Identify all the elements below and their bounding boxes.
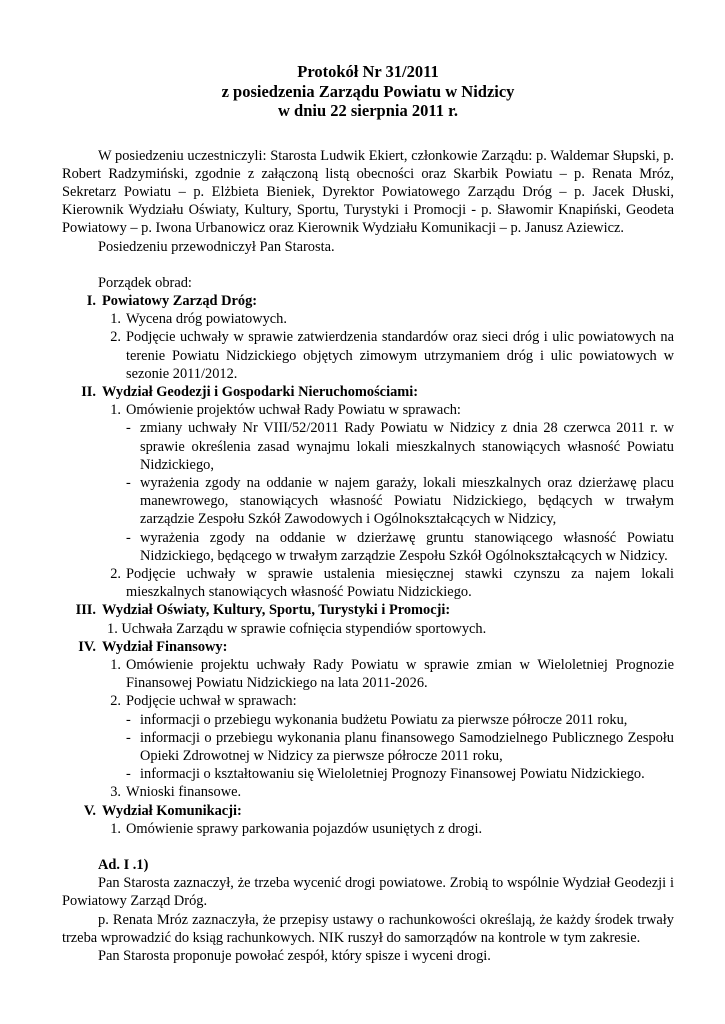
document-page	[62, 62, 674, 965]
agenda-section-4	[62, 638, 674, 656]
agenda-subitem: - informacji o przebiegu wykonania planu finansowego Samodzielnego Publicznego Zespołu Opieki Zdrowotnej w Nidzicy za pierwsze półrocze 2011 roku,	[126, 729, 674, 764]
section-number: IV.	[78, 638, 96, 655]
agenda-subitem: - zmiany uchwały Nr VIII/52/2011 Rady Powiatu w Nidzicy z dnia 28 czerwca 2011 r. w sprawie określenia zasad wynajmu lokali mieszkalnych stanowiących własność Powiatu Nidzickiego,	[126, 420, 674, 473]
section-number: II.	[81, 383, 96, 400]
section-title: Wydział Geodezji i Gospodarki Nieruchomościami:	[102, 383, 419, 400]
agenda-label: Porządek obrad:	[98, 274, 192, 291]
section-title: Wydział Komunikacji:	[102, 802, 242, 819]
agenda-item: 1. Omówienie projektu uchwały Rady Powiatu w sprawie zmian w Wieloletniej Prognozie Finansowej Powiatu Nidzickiego na lata 2011-2026.	[110, 656, 674, 692]
section-number: V.	[83, 802, 96, 819]
agenda-item: 3. Wnioski finansowe.	[110, 784, 242, 801]
agenda-item: 1. Omówienie projektów uchwał Rady Powiatu w sprawach:	[110, 402, 461, 419]
chair-paragraph: Posiedzeniu przewodniczył Pan Starosta.	[98, 238, 335, 255]
agenda-item: 2. Podjęcie uchwały w sprawie ustalenia miesięcznej stawki czynszu za najem lokali mieszkalnych stanowiących własność Powiatu Nidzickiego.	[110, 565, 674, 601]
agenda-item: 1. Wycena dróg powiatowych.	[110, 311, 287, 328]
section-title: Powiatowy Zarząd Dróg:	[102, 292, 258, 309]
title-line-1: Protokół Nr 31/2011	[297, 62, 439, 81]
agenda-subitem: - wyrażenia zgody na oddanie w dzierżawę gruntu stanowiącego własność Powiatu Nidzickiego, będącego w trwałym zarządzie Zespołu Szkół Ogólnokształcących w Nidzicy.	[126, 529, 674, 564]
title-line-3: w dniu 22 sierpnia 2011 r.	[277, 101, 459, 120]
agenda-item: 1. Omówienie sprawy parkowania pojazdów usuniętych z drogi.	[110, 820, 483, 837]
agenda-section-2	[62, 383, 674, 401]
agenda-item: 1. Uchwała Zarządu w sprawie cofnięcia stypendiów sportowych.	[107, 620, 487, 637]
section-number: III.	[75, 602, 96, 619]
discussion-paragraph: Pan Starosta zaznaczył, że trzeba wycenić drogi powiatowe. Zrobią to wspólnie Wydział Geodezji i Powiatowy Zarząd Dróg.	[62, 875, 674, 910]
document-title	[62, 62, 674, 121]
discussion-paragraph: Pan Starosta proponuje powołać zespół, który spisze i wyceni drogi.	[98, 948, 491, 965]
agenda-section-1	[62, 292, 674, 310]
attendance-paragraph: W posiedzeniu uczestniczyli: Starosta Ludwik Ekiert, członkowie Zarządu: p. Waldemar Słupski, p. Robert Radzymiński, zgodnie z załączoną listą obecności oraz Skarbik Powiatu – p. Renata Mróz, Sekretarz Powiatu – p. Elżbieta Bieniek, Dyrektor Powiatowego Zarządu Dróg – p. Jacek Dłuski, Kierownik Wydziału Oświaty, Kultury, Sportu, Turystyki i Promocji - p. Sławomir Knapiński, Geodeta Powiatowy – p. Iwona Urbanowicz oraz Kierownik Wydziału Komunikacji – p. Janusz Aziewicz.	[62, 147, 674, 237]
agenda-subitem: - informacji o kształtowaniu się Wieloletniej Prognozy Finansowej Powiatu Nidzickiego.	[126, 766, 645, 783]
section-number: I.	[86, 292, 96, 309]
agenda-section-5	[62, 802, 674, 820]
agenda-item: 2. Podjęcie uchwał w sprawach:	[110, 693, 297, 710]
section-title: Wydział Finansowy:	[102, 638, 228, 655]
agenda-subitem: - informacji o przebiegu wykonania budżetu Powiatu za pierwsze półrocze 2011 roku,	[126, 711, 628, 728]
discussion-heading: Ad. I .1)	[98, 857, 149, 874]
title-line-2: z posiedzenia Zarządu Powiatu w Nidzicy	[221, 81, 515, 101]
agenda-item: 2. Podjęcie uchwały w sprawie zatwierdzenia standardów oraz sieci dróg i ulic powiatowych na terenie Powiatu Nidzickiego objętych zimowym utrzymaniem dróg i ulic powiatowych w sezonie 2011/2012.	[110, 329, 674, 382]
section-title: Wydział Oświaty, Kultury, Sportu, Turystyki i Promocji:	[102, 602, 451, 619]
discussion-paragraph: p. Renata Mróz zaznaczyła, że przepisy ustawy o rachunkowości określają, że każdy środek trwały trzeba wprowadzić do ksiąg rachunkowych. NIK ruszył do samorządów na kontrole w tym zakresie.	[62, 911, 674, 946]
agenda-subitem: - wyrażenia zgody na oddanie w najem garaży, lokali mieszkalnych oraz dzierżawę placu manewrowego, stanowiących własność Powiatu Nidzickiego, będących w trwałym zarządzie Zespołu Szkół Zawodowych i Ogólnokształcących w Nidzicy,	[126, 474, 674, 528]
agenda-section-3	[62, 601, 674, 619]
